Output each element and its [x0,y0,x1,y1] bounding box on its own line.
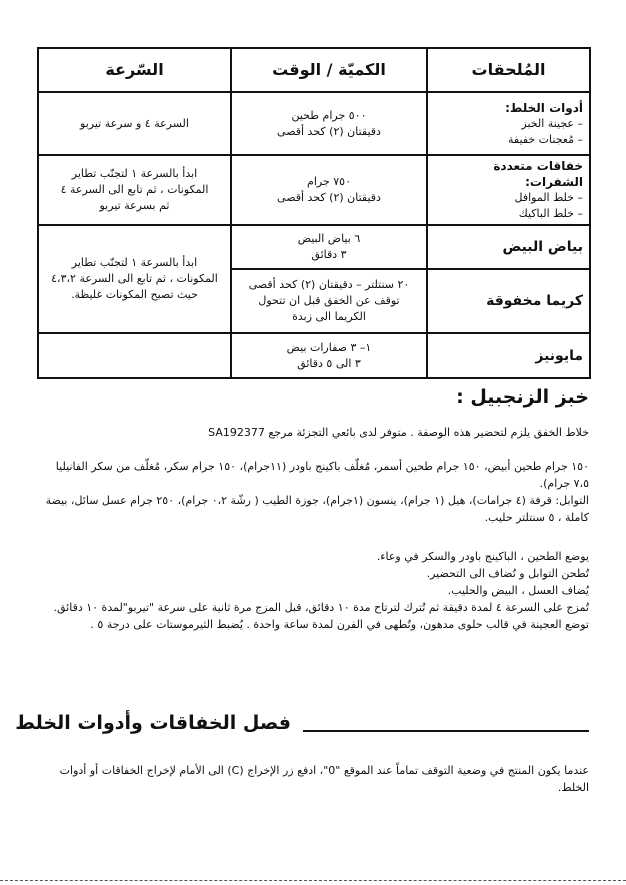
quantity-line: دقيقتان (٢) كحد أقصى [277,124,381,138]
section-body: عندما يكون المنتج في وضعية التوقف تماماً عند الموقع "0"، ادفع زر الإخراج (C) الى الأمام لإخراج الخفاقات أو أدوات الخلط. [59,764,589,794]
step: يُضاف العسل ، البيض والحليب. [447,584,589,597]
table-header-row [38,48,590,92]
speed-cell [38,155,231,225]
speed-cell [38,225,231,333]
accessory-item: – خلط الموافل [514,191,583,204]
quantity-cell [231,269,427,333]
speed-line: المكونات ، ثم تابع الى السرعة ٤،٣،٢ [51,272,218,285]
quantity-line: دقيقتان (٢) كحد أقصى [277,191,381,204]
table-row [38,92,590,155]
speed-line: ابدأ بالسرعة ١ لتجنّب تطاير [71,256,198,269]
quantity-line: ١– ٣ صفارات بيض [286,340,372,354]
table-row [38,225,590,269]
gingerbread-title: خبز الزنجبيل : [456,386,589,408]
speed-line: السرعة ٤ و سرعة تيربو [80,116,189,130]
table-row [38,155,590,225]
quantity-line: ٧٥٠ جرام [307,175,351,188]
header-speed: السّرعة [38,48,231,92]
quantity-line: الكريما الى زبدة [292,310,366,323]
quantity-line: توقف عن الخفق قبل ان تتحول [258,294,400,307]
section-rule [303,730,589,732]
quantity-line: ٦ بياض البيض [297,232,361,245]
accessory-cell [427,92,590,155]
gingerbread-intro: خلاط الخفق يلزم لتحضير هذه الوصفة . متوفر لدى بائعي التجزئة مرجع SA192377 [208,426,589,439]
header-accessories: المُلحقات [427,48,590,92]
quantity-line: ٥٠٠ جرام طحين [291,108,367,122]
ingredients-paragraph-2: التوابل: قرفة (٤ جرامات)، هيل (١ جرام)، ينسون (١جرام)، جوزة الطيب ( رشّة ٠،٢ جرام)، ٢٥٠ جرام عسل سائل، بيضة كاملة ، ٥ سنتلتر حليب. [45,494,589,524]
accessory-cell [427,269,590,333]
section-heading [15,712,589,742]
step: توضع العجينة في قالب حلوى مدهون، وتُطهى في الفرن لمدة ساعة واحدة . يُضبط الثيرموستات على درجة ٥ . [90,618,589,631]
gingerbread-steps [37,548,589,633]
quantity-line: ٢٠ سنتلتر – دقيقتان (٢) كحد أقصى [248,278,410,291]
accessory-item: – مُعجنات خفيفة [508,132,583,146]
quantity-cell [231,155,427,225]
accessories-table [37,47,591,379]
accessory-cell [427,155,590,225]
accessory-item: – عجينة الخبز [521,116,583,130]
accessory-title: خفاقات متعددة الشفرات: [493,159,583,189]
step: تُمزج على السرعة ٤ لمدة دقيقة ثم تُترك لترتاح مدة ١٠ دقائق، قبل المزج مرة ثانية على سرعة "تيربو"لمدة ١٠ دقائق. [53,601,589,614]
speed-line: ابدأ بالسرعة ١ لتجنّب تطاير [71,167,198,180]
accessory-cell [427,333,590,378]
speed-line: حيث تصبح المكونات غليظة. [71,288,198,301]
speed-line: المكونات ، ثم تابع الى السرعة ٤ [60,183,209,196]
header-quantity-time: الكميّة / الوقت [231,48,427,92]
quantity-line: ٣ دقائق [311,248,347,261]
table-row [38,333,590,378]
ingredients-paragraph-1: ١٥٠ جرام طحين أبيض، ١٥٠ جرام طحين أسمر، مُغلّف باكينج باودر (١١جرام)، ١٥٠ جرام سكر، مُغلّف من سكر الفانيليا ٧،٥ جرام). [55,460,589,490]
accessory-title: بياض البيض [502,239,583,255]
accessory-item: – خلط الباكيك [518,207,583,220]
quantity-line: ٣ الى ٥ دقائق [297,356,361,370]
accessory-title: كريما مخفوقة [486,293,583,309]
quantity-cell [231,225,427,269]
quantity-cell [231,333,427,378]
quantity-cell [231,92,427,155]
step: تُطحن التوابل و تُضاف الى التحضير. [426,567,589,580]
accessory-title: مايونيز [535,347,583,364]
accessory-cell [427,225,590,269]
speed-line: ثم بسرعة تيربو [99,199,170,212]
accessory-title: أدوات الخلط: [505,100,583,115]
speed-cell [38,333,231,378]
step: يوضع الطحين ، الباكينج باودر والسكر في وعاء. [376,550,589,563]
speed-cell [38,92,231,155]
section-title: فصل الخفاقات وأدوات الخلط [15,712,291,734]
page-bottom-rule [0,880,626,883]
